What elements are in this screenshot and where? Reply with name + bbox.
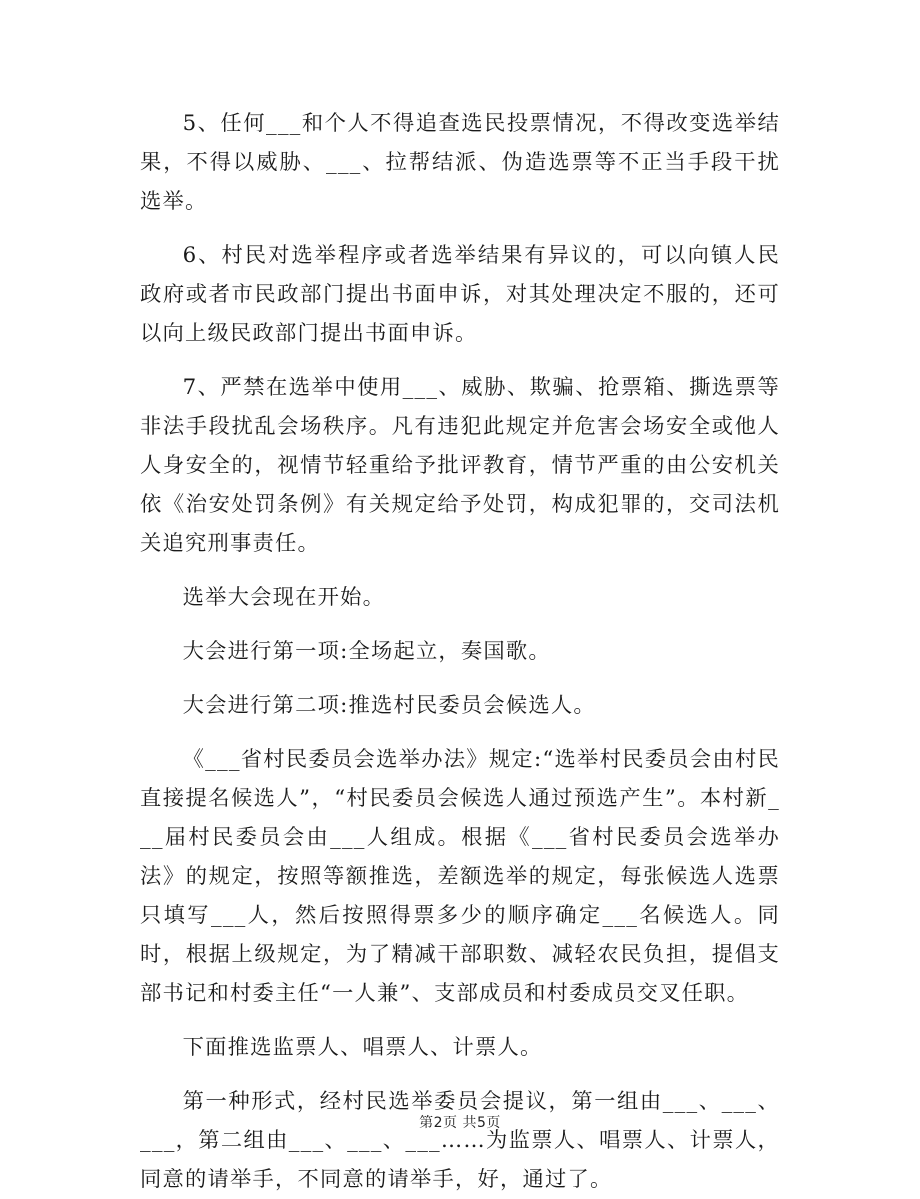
paragraph-election-rules: 《___省村民委员会选举办法》规定:“选举村民委员会由村民直接提名候选人”，“村民委员会候选人通过预选产生”。本村新___届村民委员会由___人组成。根据《___省村民委员会选举办法》的规定，按照等额推选，差额选举的规定，每张候选人选票只填写___人，然后按照得票多少的顺序确定___名候选人。同时，根据上级规定，为了精减干部职数、减轻农民负担，提倡支部书记和村委主任“一人兼”、支部成员和村委成员交叉任职。 <box>140 747 780 1006</box>
paragraph-agenda-1: 大会进行第一项:全场起立，奏国歌。 <box>182 639 551 664</box>
page-number: 第2页 共5页 <box>419 1115 501 1131</box>
paragraph-scrutineers: 下面推选监票人、唱票人、计票人。 <box>182 1035 543 1060</box>
paragraph-meeting-start: 选举大会现在开始。 <box>182 585 386 610</box>
paragraph-form-one: 第一种形式，经村民选举委员会提议，第一组由___、___、___，第二组由___、___、___……为监票人、唱票人、计票人，同意的请举手，不同意的请举手，好，通过了。 <box>140 1089 780 1192</box>
paragraph-item-7: 7、严禁在选举中使用___、威胁、欺骗、抢票箱、撕选票等非法手段扰乱会场秩序。凡有违犯此规定并危害会场安全或他人人身安全的，视情节轻重给予批评教育，情节严重的由公安机关依《治安处罚条例》有关规定给予处罚，构成犯罪的，交司法机关追究刑事责任。 <box>140 375 780 556</box>
document-body <box>140 104 780 1199</box>
paragraph-item-6: 6、村民对选举程序或者选举结果有异议的，可以向镇人民政府或者市民政部门提出书面申诉，对其处理决定不服的，还可以向上级民政部门提出书面申诉。 <box>140 243 780 346</box>
paragraph-agenda-2: 大会进行第二项:推选村民委员会候选人。 <box>182 693 596 718</box>
paragraph-item-5: 5、任何___和个人不得追查选民投票情况，不得改变选举结果，不得以威胁、___、拉帮结派、伪造选票等不正当手段干扰选举。 <box>140 111 780 214</box>
